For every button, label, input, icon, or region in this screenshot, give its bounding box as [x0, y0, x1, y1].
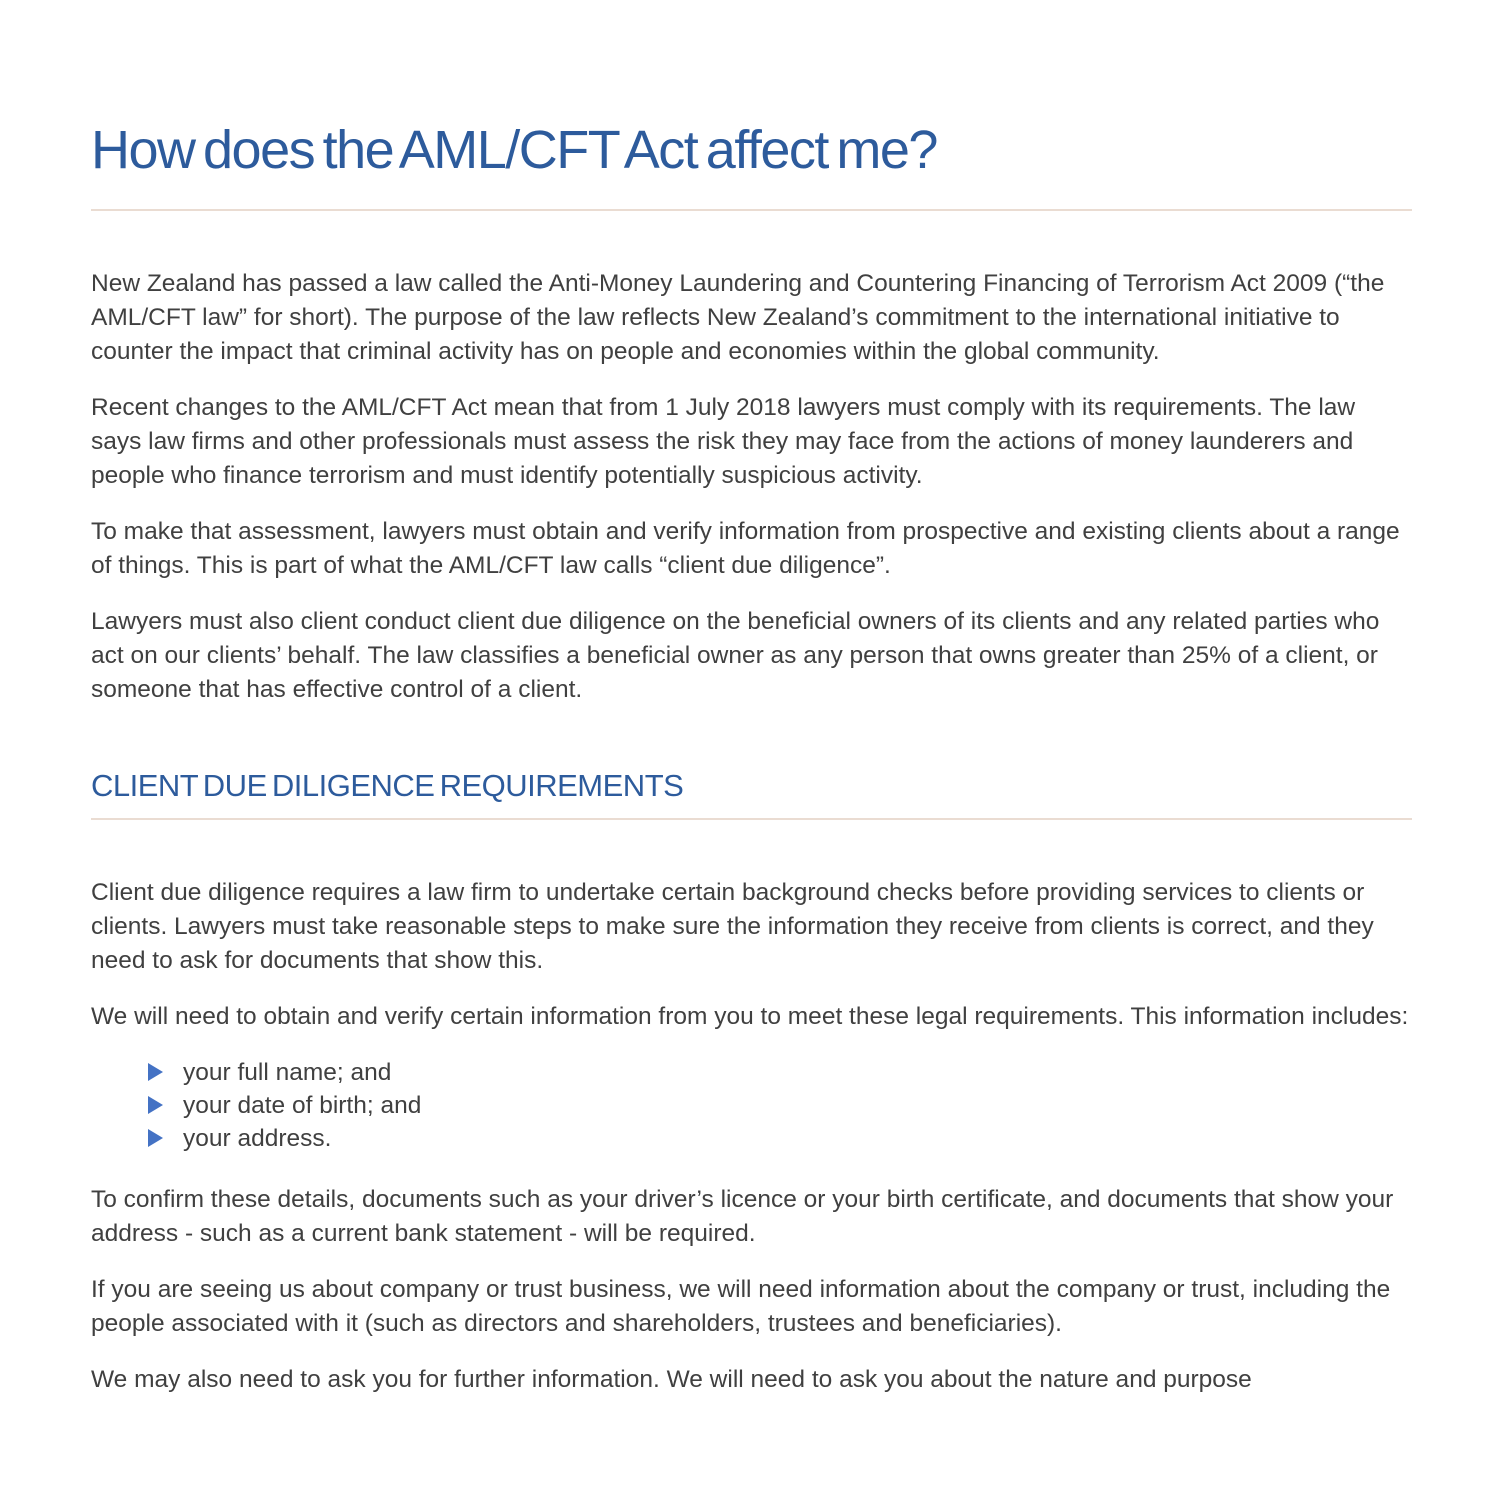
section-paragraph-1: Client due diligence requires a law firm to undertake certain background checks before providing services to clients or clients. Lawyers must take reasonable steps to make sure the information they receive from clients is correct, and they need to ask for documents that show this.	[91, 878, 1374, 974]
closing-paragraph-3: We may also need to ask you for further information. We will need to ask you about the nature and purpose	[91, 1365, 1252, 1393]
list-item-text: your address.	[183, 1124, 332, 1152]
intro-paragraph-3: To make that assessment, lawyers must obtain and verify information from prospective and existing clients about a range of things. This is part of what the AML/CFT law calls “client due diligence”.	[91, 517, 1400, 579]
closing-paragraph-1: To confirm these details, documents such as your driver’s licence or your birth certificate, and documents that show your address - such as a current bank statement - will be required.	[91, 1185, 1394, 1247]
intro-paragraph-1: New Zealand has passed a law called the Anti-Money Laundering and Countering Financing of Terrorism Act 2009 (“the AML/CFT law” for short). The purpose of the law reflects New Zealand’s commitment to the international initiative to counter the impact that criminal activity has on people and economies within the global community.	[91, 269, 1385, 365]
list-item	[148, 1122, 1412, 1155]
triangle-bullet-icon	[148, 1063, 163, 1081]
list-item	[148, 1056, 1412, 1089]
section-divider	[91, 818, 1412, 820]
page-title: How does the AML/CFT Act affect me?	[91, 120, 937, 180]
intro-paragraph-2: Recent changes to the AML/CFT Act mean that from 1 July 2018 lawyers must comply with its requirements. The law says law firms and other professionals must assess the risk they may face from the actions of money launderers and people who finance terrorism and must identify potentially suspicious activity.	[91, 393, 1356, 489]
title-divider	[91, 209, 1412, 211]
section-paragraph-2: We will need to obtain and verify certain information from you to meet these legal requirements. This information includes:	[91, 1002, 1409, 1030]
closing-paragraph-2: If you are seeing us about company or trust business, we will need information about the company or trust, including the people associated with it (such as directors and shareholders, trustees and beneficiaries).	[91, 1275, 1391, 1337]
triangle-bullet-icon	[148, 1129, 163, 1147]
bullet-list	[91, 1056, 1412, 1155]
list-item	[148, 1089, 1412, 1122]
section-heading: CLIENT DUE DILIGENCE REQUIREMENTS	[91, 767, 684, 803]
triangle-bullet-icon	[148, 1096, 163, 1114]
list-item-text: your date of birth; and	[183, 1091, 422, 1119]
intro-paragraph-4: Lawyers must also client conduct client due diligence on the beneficial owners of its clients and any related parties who act on our clients’ behalf. The law classifies a beneficial owner as any person that owns greater than 25% of a client, or someone that has effective control of a client.	[91, 607, 1380, 703]
list-item-text: your full name; and	[183, 1058, 392, 1086]
